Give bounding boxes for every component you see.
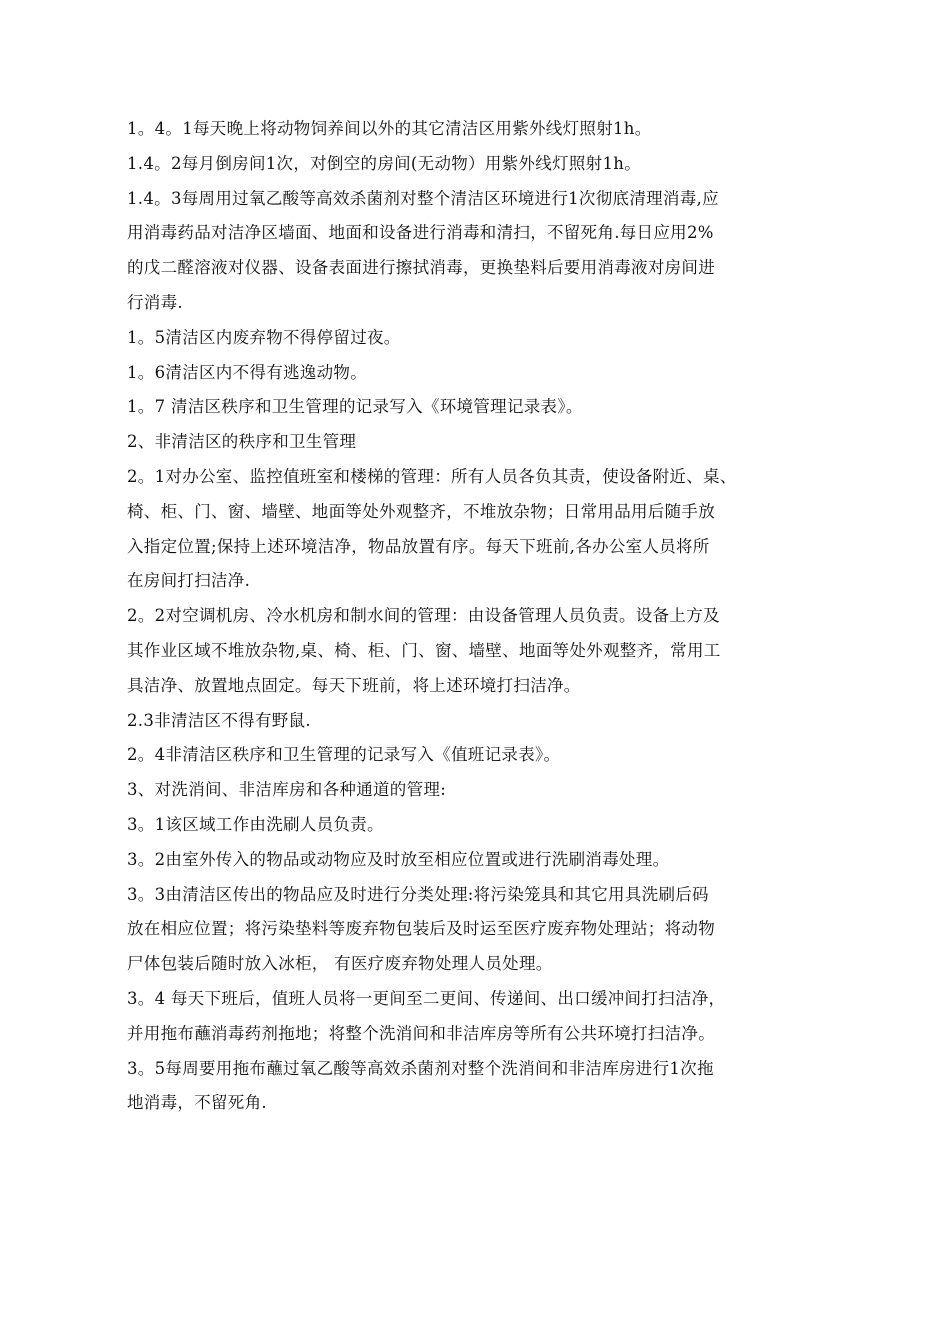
text-line: 1。4。1每天晚上将动物饲养间以外的其它清洁区用紫外线灯照射1h。 xyxy=(127,119,652,138)
text-line: 3。5每周要用拖布蘸过氧乙酸等高效杀菌剂对整个洗消间和非洁库房进行1次拖 xyxy=(127,1058,714,1078)
text-line: 3。2由室外传入的物品或动物应及时放至相应位置或进行洗刷消毒处理。 xyxy=(127,849,670,869)
text-line: 3。3由清洁区传出的物品应及时进行分类处理:将污染笼具和其它用具洗刷后码 xyxy=(127,884,709,904)
text-line: 1.4。2每月倒房间1次，对倒空的房间(无动物）用紫外线灯照射1h。 xyxy=(127,153,641,173)
text-line: 其作业区域不堆放杂物,桌、椅、柜、门、窗、墙壁、地面等处外观整齐，常用工 xyxy=(127,640,721,660)
section-heading: 2、非清洁区的秩序和卫生管理 xyxy=(127,432,357,452)
text-line: 具洁净、放置地点固定。每天下班前，将上述环境打扫洁净。 xyxy=(127,675,581,695)
text-line: 2。1对办公室、监控值班室和楼梯的管理：所有人员各负其责，使设备附近、桌、 xyxy=(127,466,737,486)
text-line: 行消毒. xyxy=(127,292,183,312)
text-line: 3。4 每天下班后，值班人员将一更间至二更间、传递间、出口缓冲间打扫洁净， xyxy=(127,988,726,1008)
text-line: 3。1该区域工作由洗刷人员负责。 xyxy=(127,814,384,834)
text-line: 椅、柜、门、窗、墙壁、地面等处外观整齐，不堆放杂物；日常用品用后随手放 xyxy=(127,501,715,521)
text-line: 2。2对空调机房、冷水机房和制水间的管理：由设备管理人员负责。设备上方及 xyxy=(127,606,720,626)
text-line: 并用拖布蘸消毒药剂拖地；将整个洗消间和非洁库房等所有公共环境打扫洁净。 xyxy=(127,1023,715,1043)
text-line: 入指定位置;保持上述环境洁净，物品放置有序。每天下班前,各办公室人员将所 xyxy=(127,536,710,556)
text-line: 1。5清洁区内废弃物不得停留过夜。 xyxy=(127,327,401,347)
text-line: 尸体包装后随时放入冰柜， 有医疗废弃物处理人员处理。 xyxy=(127,954,553,974)
text-line: 1。6清洁区内不得有逃逸动物。 xyxy=(127,362,367,382)
text-line: 2。4非清洁区秩序和卫生管理的记录写入《值班记录表》。 xyxy=(127,745,561,765)
text-line: 用消毒药品对洁净区墙面、地面和设备进行消毒和清扫，不留死角.每日应用2% xyxy=(127,223,714,243)
section-heading: 3、对洗消间、非洁库房和各种通道的管理: xyxy=(127,780,447,800)
text-line: 2.3非清洁区不得有野鼠. xyxy=(127,710,311,730)
text-line: 在房间打扫洁净. xyxy=(127,571,251,591)
text-line: 地消毒，不留死角. xyxy=(127,1093,267,1113)
document-body xyxy=(127,112,817,1121)
text-line: 放在相应位置；将污染垫料等废弃物包装后及时运至医疗废弃物处理站；将动物 xyxy=(127,919,715,939)
text-line: 的戊二醛溶液对仪器、设备表面进行擦拭消毒，更换垫料后要用消毒液对房间进 xyxy=(127,258,715,278)
text-line: 1。7 清洁区秩序和卫生管理的记录写入《环境管理记录表》。 xyxy=(127,397,583,417)
text-line: 1.4。3每周用过氧乙酸等高效杀菌剂对整个清洁区环境进行1次彻底清理消毒,应 xyxy=(127,188,719,208)
